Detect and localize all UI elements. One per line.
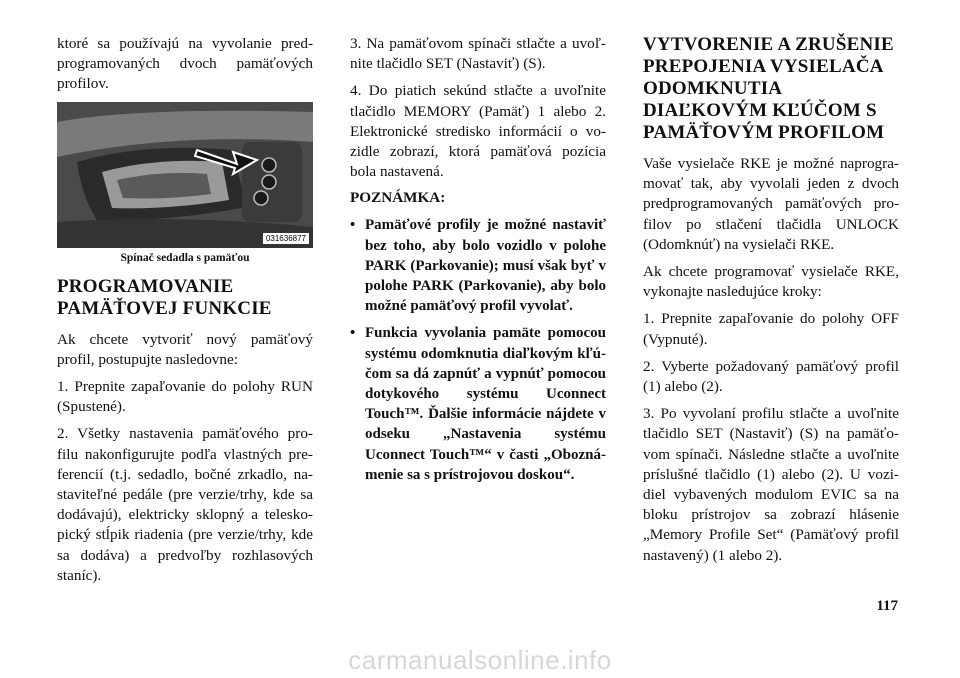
note-title: POZNÁMKA: bbox=[350, 189, 446, 207]
paragraph: Ak chcete vytvoriť nový pamäťový profil, postupujte nasledovne: bbox=[57, 330, 313, 368]
step-3: 3. Na pamäťovom spínači stlačte a uvoľ-nite tlačidlo SET (Nastaviť) (S). bbox=[350, 35, 606, 73]
memory-set-button bbox=[254, 191, 268, 205]
watermark: carmanualsonline.info bbox=[348, 645, 612, 675]
memory-button-1 bbox=[262, 158, 276, 172]
step-2: 2. Všetky nastavenia pamäťového pro-filu nakonfigurujte podľa vlastných pre-ferencií (t.j. sedadlo, bočné zrkadlo, na-staviteľné pedále (pre verzie/trhy, kde sa dodávajú), elektricky sklopný a telesko-pický stĺpik riadenia (pre verzie/trhy, kde sa dodáva) a predvoľby rozhlasových staníc). bbox=[57, 425, 313, 584]
door-panel-illustration bbox=[57, 102, 313, 248]
intro-paragraph: ktoré sa používajú na vyvolanie pred-programovaných dvoch pamäťových profilov. bbox=[57, 35, 313, 93]
section-heading-rke-link: VYTVORENIE A ZRUŠENIE PREPOJENIA VYSIELAČA ODOMKNUTIA DIAĽKOVÝM KĽÚČOM S PAMÄŤOVÝM PROFILOM bbox=[643, 34, 894, 143]
section-heading-programming: PROGRAMOVANIE PAMÄŤOVEJ FUNKCIE bbox=[57, 275, 272, 319]
figure-code: 031636877 bbox=[263, 233, 309, 244]
step-4: 4. Do piatich sekúnd stlačte a uvoľnite tlačidlo MEMORY (Pamäť) 1 alebo 2. Elektronické stredisko informácií o vo-zidle zobrazí, ktorá pamäťová pozícia bola nastavená. bbox=[350, 82, 606, 181]
page-number: 117 bbox=[876, 598, 898, 614]
memory-seat-switch-photo bbox=[57, 102, 313, 248]
note-item: • Funkcia vyvolania pamäte pomocou systému odomknutia diaľkovým kľú-čom sa dá zapnúť a vypnúť pomocou dotykového systému Uconnect Touch™. Ďalšie informácie nájdete v odseku „Nastavenia systému Uconnect Touch™“ v časti „Obozná-menie sa s prístrojovou doskou“. bbox=[350, 323, 606, 485]
step-1: 1. Prepnite zapaľovanie do polohy RUN (Spustené). bbox=[57, 378, 313, 416]
step-2: 2. Vyberte požadovaný pamäťový profil (1) alebo (2). bbox=[643, 357, 899, 396]
paragraph: Ak chcete programovať vysielače RKE, vykonajte nasledujúce kroky: bbox=[643, 263, 899, 301]
column-left bbox=[57, 34, 313, 593]
paragraph: Vaše vysielače RKE je možné naprogra-movať tak, aby vyvolali jeden z dvoch predprogramovaných pamäťových pro-filov po stlačení tlačidla UNLOCK (Odomknúť) na vysielači RKE. bbox=[643, 155, 899, 253]
column-middle bbox=[350, 34, 606, 492]
note-list bbox=[350, 215, 606, 485]
step-1: 1. Prepnite zapaľovanie do polohy OFF (Vypnuté). bbox=[643, 310, 899, 348]
note-item: • Pamäťové profily je možné nastaviť bez toho, aby bolo vozidlo v polohe PARK (Parkovanie); musí však byť v polohe PARK (Parkovanie), aby bolo možné pamäťový profil vyvolať. bbox=[350, 215, 606, 316]
figure-caption: Spínač sedadla s pamäťou bbox=[120, 251, 250, 264]
column-right bbox=[643, 34, 899, 573]
memory-button-2 bbox=[262, 175, 276, 189]
step-3: 3. Po vyvolaní profilu stlačte a uvoľnite tlačidlo SET (Nastaviť) (S) na pamäťo-vom spínači. Následne stlačte a uvoľnite príslušné tlačidlo (1) alebo (2). U vozi-diel vybavených modulom EVIC sa na bloku prístrojov sa zobrazí hlásenie „Memory Profile Set“ (Pamäťový profil nastavený) (1 alebo 2). bbox=[643, 405, 899, 564]
